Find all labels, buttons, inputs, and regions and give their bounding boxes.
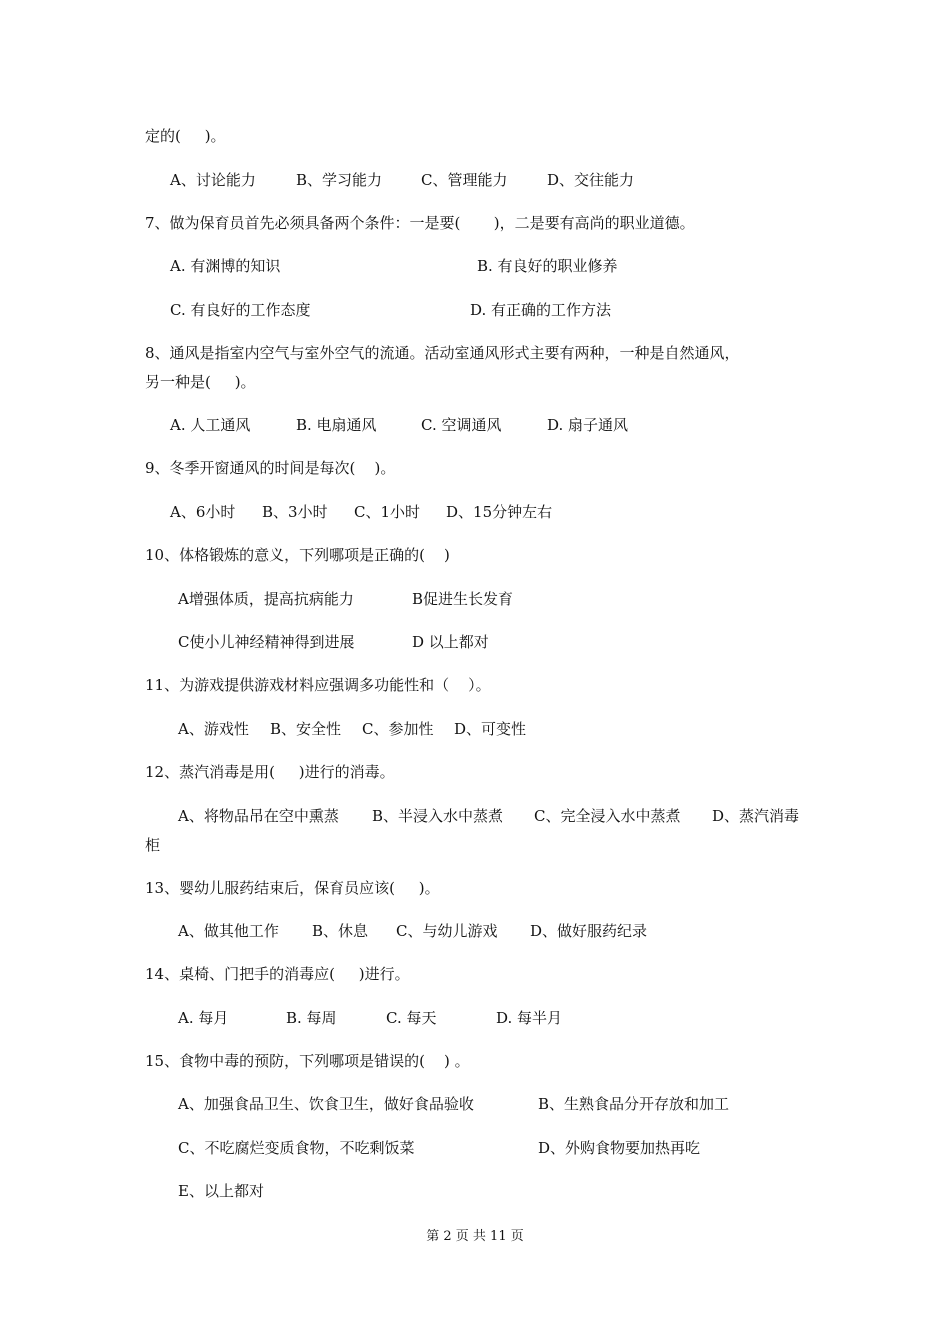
q15-option-c: C、不吃腐烂变质食物，不吃剩饭菜 [178, 1139, 415, 1157]
q13-option-d: D、做好服药纪录 [530, 922, 648, 940]
q6-option-d: D、交往能力 [547, 171, 635, 189]
q14-option-a: A. 每月 [178, 1009, 229, 1027]
q13-option-a: A、做其他工作 [178, 922, 279, 940]
q10-option-d: D 以上都对 [412, 633, 489, 651]
q10-option-c: C使小儿神经精神得到进展 [178, 633, 355, 651]
q6-option-b: B、学习能力 [296, 171, 383, 189]
question-14-stem: 14、桌椅、门把手的消毒应( )进行。 [145, 965, 410, 983]
question-15-stem: 15、食物中毒的预防，下列哪项是错误的( ) 。 [145, 1052, 470, 1070]
q15-option-d: D、外购食物要加热再吃 [538, 1139, 701, 1157]
q14-option-d: D. 每半月 [496, 1009, 563, 1027]
q9-option-d: D、15分钟左右 [446, 503, 553, 521]
q13-option-c: C、与幼儿游戏 [396, 922, 498, 940]
question-13-stem: 13、婴幼儿服药结束后，保育员应该( )。 [145, 879, 440, 897]
q11-option-c: C、参加性 [362, 720, 434, 738]
q9-option-a: A、6小时 [170, 503, 236, 521]
q7-option-b: B. 有良好的职业修养 [477, 257, 618, 275]
q7-option-d: D. 有正确的工作方法 [470, 301, 612, 319]
q12-option-a: A、将物品吊在空中熏蒸 [178, 807, 339, 825]
question-10-stem: 10、体格锻炼的意义，下列哪项是正确的( ) [145, 546, 450, 564]
page-number-footer: 第 2 页 共 11 页 [426, 1229, 524, 1244]
q11-option-a: A、游戏性 [178, 720, 249, 738]
question-12-stem: 12、蒸汽消毒是用( )进行的消毒。 [145, 763, 395, 781]
q10-option-a: A增强体质，提高抗病能力 [178, 590, 354, 608]
question-6-stem-continuation: 定的( )。 [145, 127, 226, 145]
q8-option-a: A. 人工通风 [170, 416, 251, 434]
q7-option-a: A. 有渊博的知识 [170, 257, 281, 275]
question-8-stem-line-1: 8、通风是指室内空气与室外空气的流通。活动室通风形式主要有两种，一种是自然通风， [145, 344, 740, 362]
q9-option-b: B、3小时 [262, 503, 328, 521]
q8-option-c: C. 空调通风 [421, 416, 502, 434]
q8-option-b: B. 电扇通风 [296, 416, 377, 434]
q15-option-b: B、生熟食品分开存放和加工 [538, 1095, 730, 1113]
q6-option-c: C、管理能力 [421, 171, 508, 189]
question-7-stem: 7、做为保育员首先必须具备两个条件：一是要( )，二是要有高尚的职业道德。 [145, 214, 695, 232]
question-11-stem: 11、为游戏提供游戏材料应强调多功能性和（ ）。 [145, 676, 491, 694]
question-9-stem: 9、冬季开窗通风的时间是每次( )。 [145, 459, 396, 477]
q11-option-b: B、安全性 [270, 720, 342, 738]
q10-option-b: B促进生长发育 [412, 590, 514, 608]
q13-option-b: B、休息 [312, 922, 369, 940]
q8-option-d: D. 扇子通风 [547, 416, 629, 434]
q9-option-c: C、1小时 [354, 503, 421, 521]
q12-option-b: B、半浸入水中蒸煮 [372, 807, 504, 825]
q12-option-c: C、完全浸入水中蒸煮 [534, 807, 681, 825]
q6-option-a: A、讨论能力 [170, 171, 256, 189]
q12-option-d: D、蒸汽消毒 [712, 807, 800, 825]
question-8-stem-line-2: 另一种是( )。 [145, 373, 256, 391]
q14-option-b: B. 每周 [286, 1009, 337, 1027]
q14-option-c: C. 每天 [386, 1009, 437, 1027]
q15-option-e: E、以上都对 [178, 1182, 264, 1200]
q7-option-c: C. 有良好的工作态度 [170, 301, 311, 319]
q11-option-d: D、可变性 [454, 720, 527, 738]
q15-option-a: A、加强食品卫生、饮食卫生，做好食品验收 [178, 1095, 474, 1113]
q12-option-d-wrap: 柜 [145, 836, 161, 854]
